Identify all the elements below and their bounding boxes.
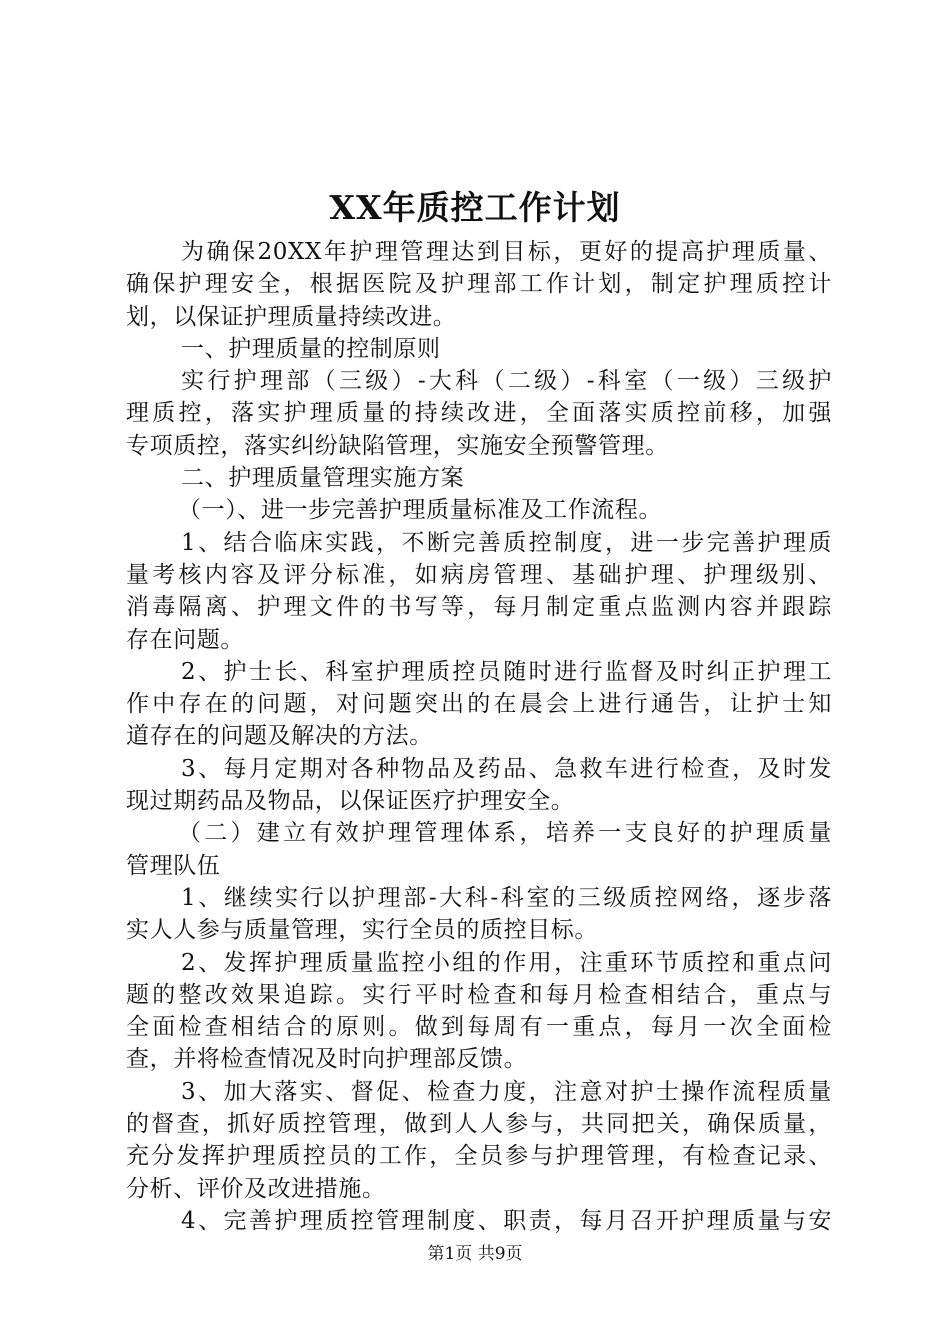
body-line: 为确保20XX年护理管理达到目标，更好的提高护理质量、: [181, 239, 832, 265]
section-heading: 一、护理质量的控制原则: [181, 335, 441, 362]
body-line: 实人人参与质量管理，实行全员的质控目标。: [126, 917, 598, 944]
body-line: 全面检查相结合的原则。做到每周有一重点，每月一次全面检: [126, 1014, 832, 1041]
body-line: 分析、评价及改进措施。: [126, 1175, 386, 1202]
body-line: 作中存在的问题，对问题突出的在晨会上进行通告，让护士知: [126, 691, 832, 718]
body-line: 确保护理安全，根据医院及护理部工作计划，制定护理质控计: [126, 271, 832, 298]
page-footer: 第1页 共9页: [427, 1244, 523, 1264]
body-line: 量考核内容及评分标准，如病房管理、基础护理、护理级别、: [126, 561, 832, 588]
body-line: 2、护士长、科室护理质控员随时进行监督及时纠正护理工: [181, 658, 832, 685]
body-line: 存在问题。: [126, 626, 244, 653]
body-line: 1、结合临床实践，不断完善质控制度，进一步完善护理质: [181, 529, 832, 556]
body-line: 的督查，抓好质控管理，做到人人参与，共同把关，确保质量，: [126, 1111, 832, 1138]
body-line: 4、完善护理质控管理制度、职责，每月召开护理质量与安: [181, 1207, 832, 1234]
subsection-heading: （一）、进一步完善护理质量标准及工作流程。: [178, 497, 663, 524]
subsection-heading: 管理队伍: [126, 852, 221, 879]
body-line: 实行护理部（三级）-大科（二级）-科室（一级）三级护: [181, 368, 832, 395]
body-line: 专项质控，落实纠纷缺陷管理，实施安全预警管理。: [126, 432, 669, 459]
body-line: 道存在的问题及解决的方法。: [126, 723, 433, 750]
body-line: 3、加大落实、督促、检查力度，注意对护士操作流程质量: [181, 1078, 832, 1105]
body-line: 消毒隔离、护理文件的书写等，每月制定重点监测内容并跟踪: [126, 594, 832, 621]
body-line: 2、发挥护理质量监控小组的作用，注重环节质控和重点问: [181, 949, 832, 976]
body-line: 查，并将检查情况及时向护理部反馈。: [126, 1046, 528, 1073]
body-line: 3、每月定期对各种物品及药品、急救车进行检查，及时发: [181, 755, 832, 782]
subsection-heading: （二）建立有效护理管理体系，培养一支良好的护理质量: [178, 820, 832, 847]
document-body: [126, 236, 832, 1237]
body-line: 题的整改效果追踪。实行平时检查和每月检查相结合，重点与: [126, 981, 832, 1008]
body-line: 现过期药品及物品，以保证医疗护理安全。: [126, 788, 575, 815]
body-line: 理质控，落实护理质量的持续改进，全面落实质控前移，加强: [126, 400, 832, 427]
document-title: XX年质控工作计划: [329, 188, 621, 227]
body-line: 充分发挥护理质控员的工作，全员参与护理管理，有检查记录、: [126, 1143, 832, 1170]
body-line: 1、继续实行以护理部-大科-科室的三级质控网络，逐步落: [181, 884, 832, 911]
section-heading: 二、护理质量管理实施方案: [181, 465, 465, 492]
body-line: 划，以保证护理质量持续改进。: [126, 303, 457, 330]
